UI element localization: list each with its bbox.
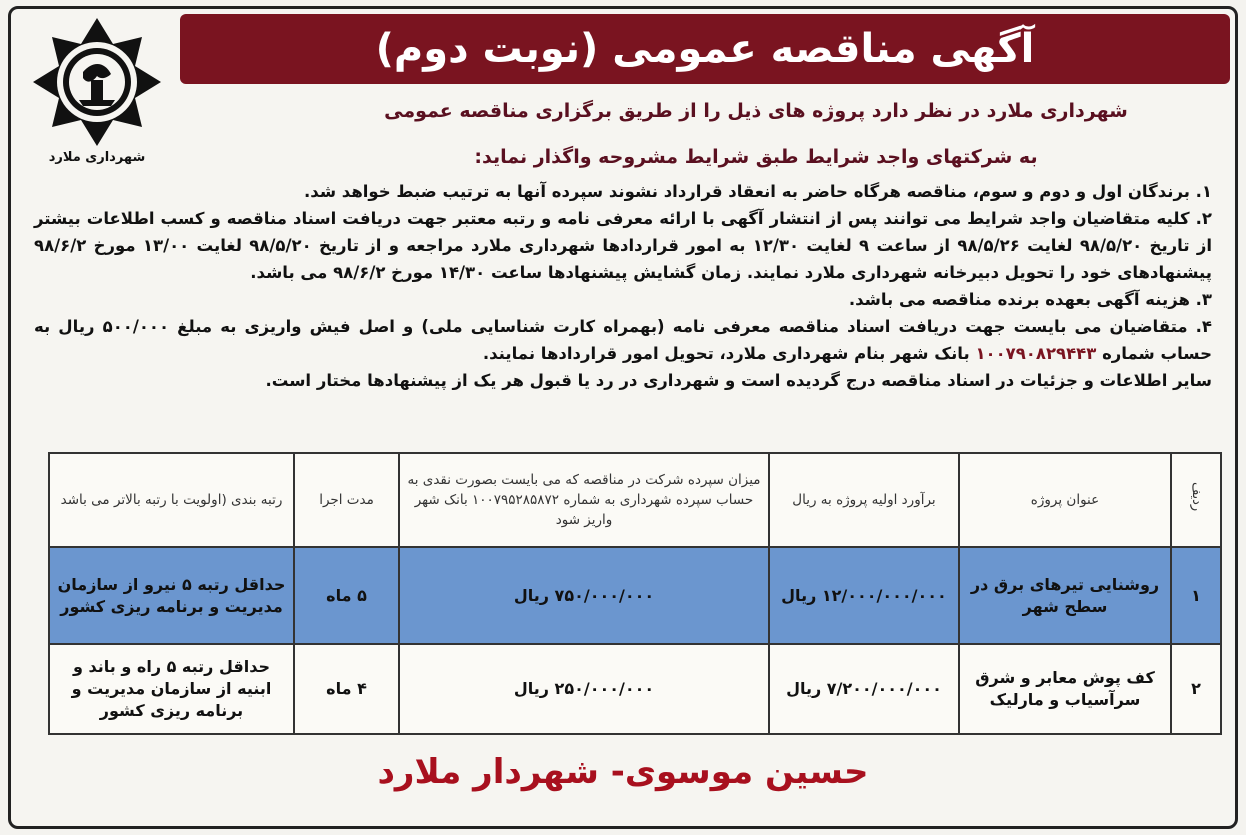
cell-row-number: ۱ [1171,547,1221,644]
condition-item-4 [34,313,1212,367]
condition-item-1: ۱. برندگان اول و دوم و سوم، مناقصه هرگاه حاضر به انعقاد قرارداد نشوند سپرده آنها به ترتیب ضبط خواهد شد. [304,182,1212,201]
cell-project-title: کف پوش معابر و شرق سرآسیاب و مارلیک [959,644,1171,734]
table-row [49,644,1221,734]
notice-title: آگهی مناقصه عمومی (نوبت دوم) [375,26,1035,72]
logo-caption: شهرداری ملارد [48,150,146,165]
cell-estimate: ۷/۲۰۰/۰۰۰/۰۰۰ ریال [769,644,959,734]
projects-table [48,452,1222,735]
cell-row-number: ۲ [1171,644,1221,734]
header-grade: رتبه بندی (اولویت با رتبه بالاتر می باشد [49,453,294,547]
condition-item-3: ۳. هزینه آگهی بعهده برنده مناقصه می باشد. [848,290,1212,309]
condition-item-4-bank: بانک شهر بنام شهرداری ملارد، تحویل امور قراردادها نمایند. [482,344,970,363]
cell-deposit: ۲۵۰/۰۰۰/۰۰۰ ریال [399,644,769,734]
header-duration: مدت اجرا [294,453,399,547]
closing-note: سایر اطلاعات و جزئیات در اسناد مناقصه درج گردیده است و شهرداری در رد یا قبول هر یک از پیشنهادها مختار است. [265,371,1212,390]
cell-duration: ۵ ماه [294,547,399,644]
header-project-title: عنوان پروژه [959,453,1171,547]
cell-estimate: ۱۲/۰۰۰/۰۰۰/۰۰۰ ریال [769,547,959,644]
cell-grade: حداقل رتبه ۵ نیرو از سازمان مدیریت و برنامه ریزی کشور [49,547,294,644]
intro-line-1: شهرداری ملارد در نظر دارد پروژه های ذیل را از طریق برگزاری مناقصه عمومی [384,100,1128,122]
cell-duration: ۴ ماه [294,644,399,734]
intro-line-2: به شرکتهای واجد شرایط طبق شرایط مشروحه واگذار نماید: [474,146,1038,168]
header-estimate: برآورد اولیه پروژه به ریال [769,453,959,547]
cell-grade: حداقل رتبه ۵ راه و باند و ابنیه از سازمان مدیریت و برنامه ریزی کشور [49,644,294,734]
table-row [49,547,1221,644]
title-banner [180,14,1230,84]
conditions-list [34,178,1212,394]
municipality-logo [22,14,172,174]
header-deposit: میزان سپرده شرکت در مناقصه که می بایست بصورت نقدی به حساب سپرده شهرداری به شماره ۱۰۰۷۹۵۲۸۵۸۷۲ بانک شهر واریز شود [399,453,769,547]
bank-account-number: ۱۰۰۷۹۰۸۲۹۴۴۳ [975,344,1097,363]
header-row-number: ردیف [1171,453,1221,547]
cell-deposit: ۷۵۰/۰۰۰/۰۰۰ ریال [399,547,769,644]
table-header-row [49,453,1221,547]
condition-item-4-text: ۴. متقاضیان می بایست جهت دریافت اسناد مناقصه معرفی نامه (بهمراه کارت شناسایی ملی) و اصل فیش واریزی به مبلغ ۵۰۰/۰۰۰ ریال به حساب شماره [34,317,1212,363]
mayor-signature: حسین موسوی- شهردار ملارد [377,752,869,792]
condition-item-2: ۲. کلیه متقاضیان واجد شرایط می توانند پس از انتشار آگهی با ارائه معرفی نامه و رتبه معتبر جهت دریافت اسناد مناقصه و کسب اطلاعات بیشتر از تاریخ ۹۸/۵/۲۰ لغایت ۹۸/۵/۲۶ از ساعت ۹ لغایت ۱۲/۳۰ به امور قراردادها شهرداری ملارد مراجعه و از تاریخ ۹۸/۵/۲۰ لغایت ۱۳/۰۰ مورخ ۹۸/۶/۲ پیشنهادهای خود را تحویل دبیرخانه شهرداری ملارد نمایند. زمان گشایش پیشنهادها ساعت ۱۴/۳۰ مورخ ۹۸/۶/۲ می باشد. [34,209,1212,282]
cell-project-title: روشنایی تیرهای برق در سطح شهر [959,547,1171,644]
star-emblem-icon [22,14,172,150]
